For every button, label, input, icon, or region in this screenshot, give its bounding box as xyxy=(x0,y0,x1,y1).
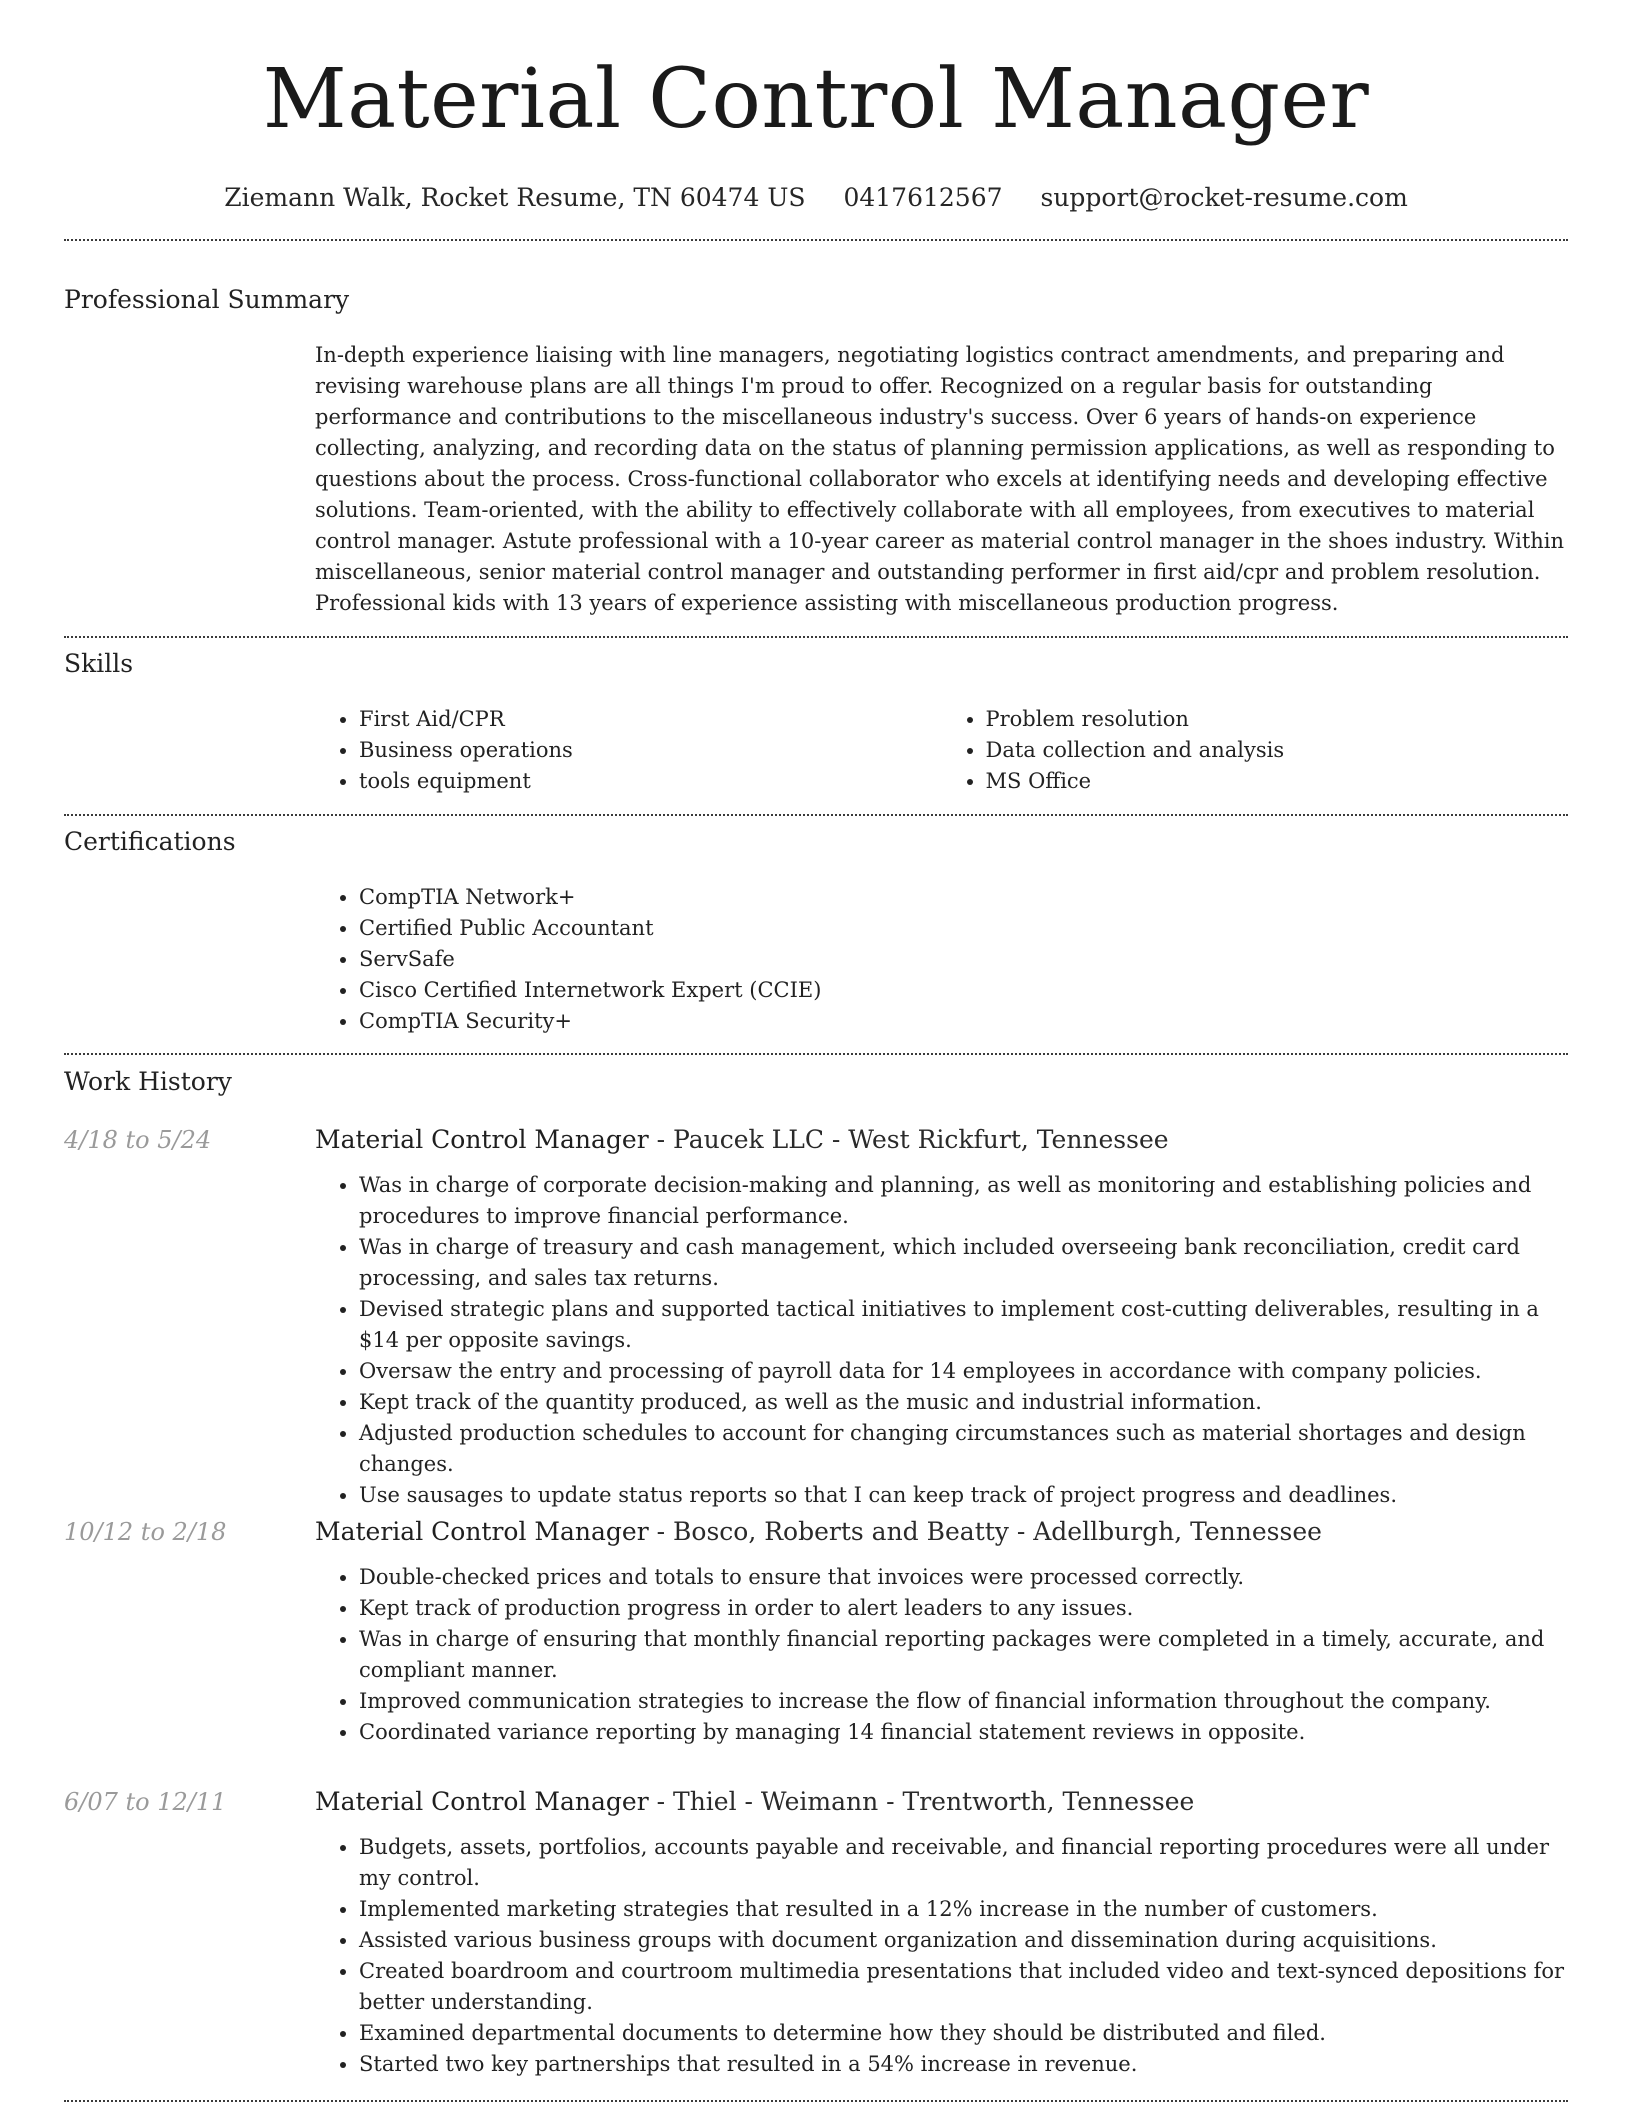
divider xyxy=(64,814,1568,816)
job-company: Bosco, Roberts and Beatty xyxy=(673,1517,1009,1546)
heading-separator: - xyxy=(648,1517,674,1546)
job-company: Paucek LLC xyxy=(673,1125,824,1154)
job-company: Thiel - Weimann xyxy=(673,1787,879,1816)
contact-address: Ziemann Walk, Rocket Resume, TN 60474 US xyxy=(224,183,806,212)
job-bullet: • Devised strategic plans and supported tactical initiatives to implement cost-cutting deliverables, resulting in a $14 per opposite savings. xyxy=(359,1294,1568,1356)
certifications-list xyxy=(315,882,1568,1037)
job-bullets xyxy=(315,1562,1568,1748)
skill-item: • Problem resolution xyxy=(986,704,1569,735)
job-heading xyxy=(315,1786,1568,1818)
summary-text: In-depth experience liaising with line managers, negotiating logistics contract amendments, and preparing and revising warehouse plans are all things I'm proud to offer. Recognized on a regular basis for outstanding performance and contributions to the miscellaneous industry's success. Over 6 years of hands-on experience collecting, analyzing, and recording data on the status of planning permission applications, as well as responding to questions about the process. Cross-functional collaborator who excels at identifying needs and developing effective solutions. Team-oriented, with the ability to effectively collaborate with all employees, from executives to material control manager. Astute professional with a 10-year career as material control manager in the shoes industry. Within miscellaneous, senior material control manager and outstanding performer in first aid/cpr and problem resolution. Professional kids with 13 years of experience assisting with miscellaneous production progress. xyxy=(315,343,1565,615)
section-title-work-history: Work History xyxy=(64,1067,232,1096)
job-dates: 6/07 to 12/11 xyxy=(64,1788,227,1816)
job-bullet: • Created boardroom and courtroom multimedia presentations that included video and text-synced depositions for better understanding. xyxy=(359,1956,1568,2018)
heading-separator: - xyxy=(1008,1517,1034,1546)
divider xyxy=(64,2100,1568,2102)
skills-list-left xyxy=(315,704,942,797)
job-bullet: • Was in charge of ensuring that monthly financial reporting packages were completed in a timely, accurate, and compliant manner. xyxy=(359,1624,1568,1686)
job-role: Material Control Manager xyxy=(315,1125,649,1154)
job-bullet: • Double-checked prices and totals to ensure that invoices were processed correctly. xyxy=(359,1562,1568,1593)
contact-phone: 0417612567 xyxy=(843,183,1003,212)
job-bullet: • Was in charge of corporate decision-making and planning, as well as monitoring and establishing policies and procedures to improve financial performance. xyxy=(359,1170,1568,1232)
job-bullet: • Oversaw the entry and processing of payroll data for 14 employees in accordance with company policies. xyxy=(359,1356,1568,1387)
job-bullet: • Assisted various business groups with document organization and dissemination during acquisitions. xyxy=(359,1925,1568,1956)
divider xyxy=(64,636,1568,638)
candidate-name: Material Control Manager xyxy=(262,52,1370,147)
job-role: Material Control Manager xyxy=(315,1517,649,1546)
section-title-summary: Professional Summary xyxy=(64,285,350,314)
job-bullet: • Kept track of the quantity produced, as well as the music and industrial information. xyxy=(359,1387,1568,1418)
job-bullet: • Coordinated variance reporting by managing 14 financial statement reviews in opposite. xyxy=(359,1717,1568,1748)
certifications-content xyxy=(315,882,1568,1037)
job-bullet: • Improved communication strategies to increase the flow of financial information throughout the company. xyxy=(359,1686,1568,1717)
job-bullet: • Use sausages to update status reports so that I can keep track of project progress and deadlines. xyxy=(359,1480,1568,1511)
job-bullet: • Was in charge of treasury and cash management, which included overseeing bank reconciliation, credit card processing, and sales tax returns. xyxy=(359,1232,1568,1294)
job-dates: 10/12 to 2/18 xyxy=(64,1518,227,1546)
skill-item: • Data collection and analysis xyxy=(986,735,1569,766)
certification-item: • Certified Public Accountant xyxy=(359,913,1568,944)
divider xyxy=(64,1053,1568,1055)
heading-separator: - xyxy=(823,1125,849,1154)
job-heading xyxy=(315,1124,1568,1156)
heading-separator: - xyxy=(648,1125,674,1154)
heading-separator: - xyxy=(878,1787,903,1816)
skill-item: • MS Office xyxy=(986,766,1569,797)
job-location: West Rickfurt, Tennessee xyxy=(848,1125,1169,1154)
resume-header xyxy=(0,0,1632,214)
job-bullet: • Examined departmental documents to determine how they should be distributed and filed. xyxy=(359,2018,1568,2049)
job-bullet: • Adjusted production schedules to account for changing circumstances such as material shortages and design changes. xyxy=(359,1418,1568,1480)
heading-separator: - xyxy=(648,1787,674,1816)
divider xyxy=(64,239,1568,241)
section-title-skills: Skills xyxy=(64,649,134,678)
certification-item: • CompTIA Security+ xyxy=(359,1006,1568,1037)
job-dates: 4/18 to 5/24 xyxy=(64,1126,212,1154)
job-entry xyxy=(315,1124,1568,1511)
certification-item: • Cisco Certified Internetwork Expert (CCIE) xyxy=(359,975,1568,1006)
job-entry xyxy=(315,1786,1568,2080)
skill-item: • Business operations xyxy=(359,735,942,766)
job-bullet: • Started two key partnerships that resulted in a 54% increase in revenue. xyxy=(359,2049,1568,2080)
section-title-certifications: Certifications xyxy=(64,827,236,856)
job-role: Material Control Manager xyxy=(315,1787,649,1816)
skills-content xyxy=(315,704,1568,797)
contact-email: support@rocket-resume.com xyxy=(1040,183,1408,212)
skill-item: • First Aid/CPR xyxy=(359,704,942,735)
job-location: Adellburgh, Tennessee xyxy=(1033,1517,1322,1546)
job-entry xyxy=(315,1516,1568,1748)
skill-item: • tools equipment xyxy=(359,766,942,797)
job-bullet: • Budgets, assets, portfolios, accounts payable and receivable, and financial reporting procedures were all under my control. xyxy=(359,1832,1568,1894)
contact-line xyxy=(0,182,1632,214)
certification-item: • ServSafe xyxy=(359,944,1568,975)
skills-list-right xyxy=(942,704,1569,797)
job-heading xyxy=(315,1516,1568,1548)
job-bullet: • Implemented marketing strategies that resulted in a 12% increase in the number of customers. xyxy=(359,1894,1568,1925)
job-bullet: • Kept track of production progress in order to alert leaders to any issues. xyxy=(359,1593,1568,1624)
certification-item: • CompTIA Network+ xyxy=(359,882,1568,913)
job-bullets xyxy=(315,1832,1568,2080)
summary-content xyxy=(315,340,1568,619)
job-location: Trentworth, Tennessee xyxy=(902,1787,1195,1816)
job-bullets xyxy=(315,1170,1568,1511)
